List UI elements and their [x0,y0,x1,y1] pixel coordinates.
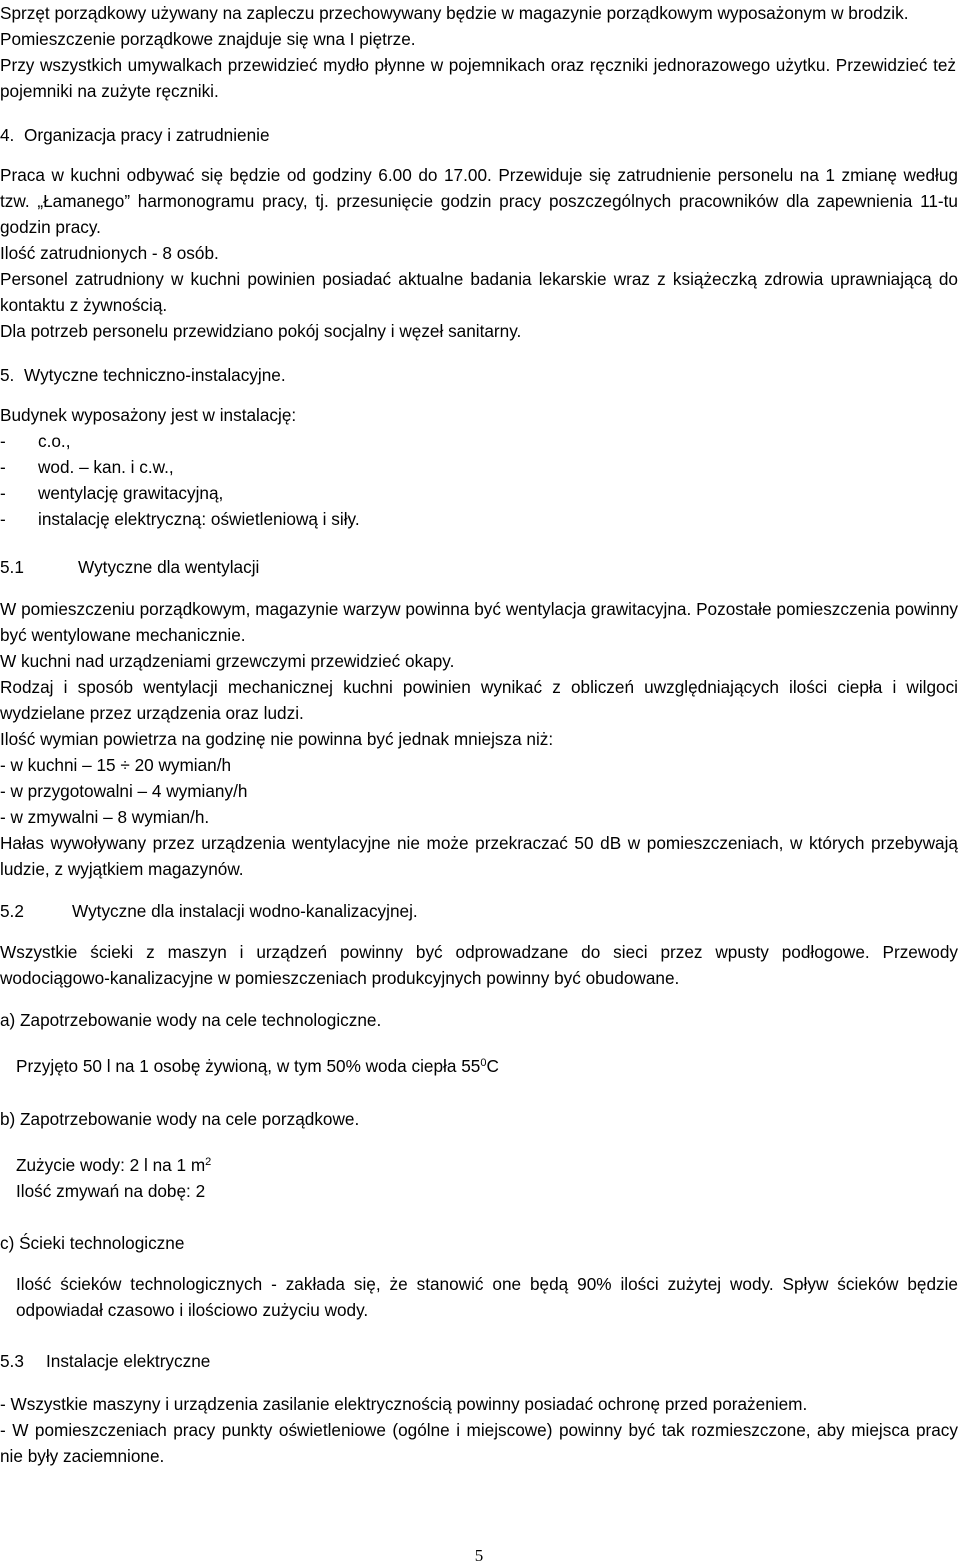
page-number: 5 [474,1546,484,1565]
paragraph: Zużycie wody: 2 l na 1 $m^2$ [16,1155,212,1175]
list-line: - w zmywalni – 8 wymian/h. [0,807,210,827]
section-heading [0,362,958,388]
subheading-c: c) Ścieki technologiczne [0,1233,185,1253]
subheading-a: a) Zapotrzebowanie wody na cele technologiczne. [0,1010,382,1030]
paragraph: Dla potrzeb personelu przewidziano pokój socjalny i węzeł sanitarny. [0,321,522,341]
list-item: - wod. – kan. i c.w., [0,454,958,480]
paragraph: Ilość wymian powietrza na godzinę nie powinna być jednak mniejsza niż: [0,729,554,749]
paragraph: Praca w kuchni odbywać się będzie od godziny 6.00 do 17.00. Przewiduje się zatrudnienie personelu na 1 zmianę według tzw. „Łamanego” harmonogramu pracy, tj. przesunięcie godzin pracy poszczególnych pracowników dla zapewnienia 11-tu godzin pracy. [0,165,958,237]
section-number: 5.2 [0,901,24,921]
list-item: - instalację elektryczną: oświetleniową i siły. [0,506,958,532]
section-title: Instalacje elektryczne [46,1351,211,1371]
paragraph: - Wszystkie maszyny i urządzenia zasilanie elektrycznością powinny posiadać ochronę przed porażeniem. [0,1394,808,1414]
section-heading [0,122,958,148]
paragraph: Budynek wyposażony jest w instalację: [0,405,297,425]
list-item: - c.o., [0,428,958,454]
list-dash: - [0,509,6,529]
subsection-heading [0,554,958,580]
section-number: 5.3 [0,1351,24,1371]
paragraph: Rodzaj i sposób wentylacji mechanicznej kuchni powinien wynikać z obliczeń uwzględniających ilości ciepła i wilgoci wydzielane przez urządzenia oraz ludzi. [0,677,958,723]
paragraph: Ilość zmywań na dobę: 2 [16,1181,206,1201]
section-number: 5. [0,365,15,385]
paragraph: Sprzęt porządkowy używany na zapleczu przechowywany będzie w magazynie porządkowym wyposażonym w brodzik. [0,3,909,23]
subheading-b: b) Zapotrzebowanie wody na cele porządkowe. [0,1109,360,1129]
paragraph: Ilość ścieków technologicznych - zakłada się, że stanowić one będą 90% ilości zużytej wody. Spływ ścieków będzie odpowiadał czasowo i ilościowo zużyciu wody. [16,1274,958,1320]
paragraph: Pomieszczenie porządkowe znajduje się wna I piętrze. [0,29,416,49]
paragraph: Ilość zatrudnionych - 8 osób. [0,243,219,263]
subsection-heading [0,1348,958,1374]
section-title: Wytyczne dla wentylacji [78,557,260,577]
paragraph: - W pomieszczeniach pracy punkty oświetleniowe (ogólne i miejscowe) powinny być tak rozmieszczone, aby miejsca pracy nie były zaciemnione. [0,1420,958,1466]
paragraph: Przy wszystkich umywalkach przewidzieć mydło płynne w pojemnikach oraz ręczniki jednorazowego użytku. Przewidzieć też pojemniki na zużyte ręczniki. [0,55,956,101]
list-dash: - [0,431,6,451]
list-item: - wentylację grawitacyjną, [0,480,958,506]
list-line: - w kuchni – 15 ÷ 20 wymian/h [0,755,232,775]
subsection-heading [0,898,958,924]
section-number: 5.1 [0,557,24,577]
paragraph: W kuchni nad urządzeniami grzewczymi przewidzieć okapy. [0,651,455,671]
paragraph: Przyjęto 50 l na 1 osobę żywioną, w tym 50% woda ciepła $55^0C$ [16,1056,499,1076]
paragraph: Personel zatrudniony w kuchni powinien posiadać aktualne badania lekarskie wraz z książeczką zdrowia uprawniającą do kontaktu z żywnością. [0,269,958,315]
list-dash: - [0,457,6,477]
section-title: Wytyczne techniczno-instalacyjne. [24,365,286,385]
paragraph: Wszystkie ścieki z maszyn i urządzeń powinny być odprowadzane do sieci przez wpusty podłogowe. Przewody wodociągowo-kanalizacyjne w pomieszczeniach produkcyjnych powinny być obudowane. [0,942,958,988]
list-dash: - [0,483,6,503]
list-line: - w przygotowalni – 4 wymiany/h [0,781,248,801]
section-number: 4. [0,125,15,145]
paragraph: Hałas wywoływany przez urządzenia wentylacyjne nie może przekraczać 50 dB w pomieszczeniach, w których przebywają ludzie, z wyjątkiem magazynów. [0,833,958,879]
installation-list [0,428,958,532]
section-title: Wytyczne dla instalacji wodno-kanalizacyjnej. [72,901,418,921]
paragraph: W pomieszczeniu porządkowym, magazynie warzyw powinna być wentylacja grawitacyjna. Pozostałe pomieszczenia powinny być wentylowane mechanicznie. [0,599,958,645]
section-title: Organizacja pracy i zatrudnienie [24,125,270,145]
